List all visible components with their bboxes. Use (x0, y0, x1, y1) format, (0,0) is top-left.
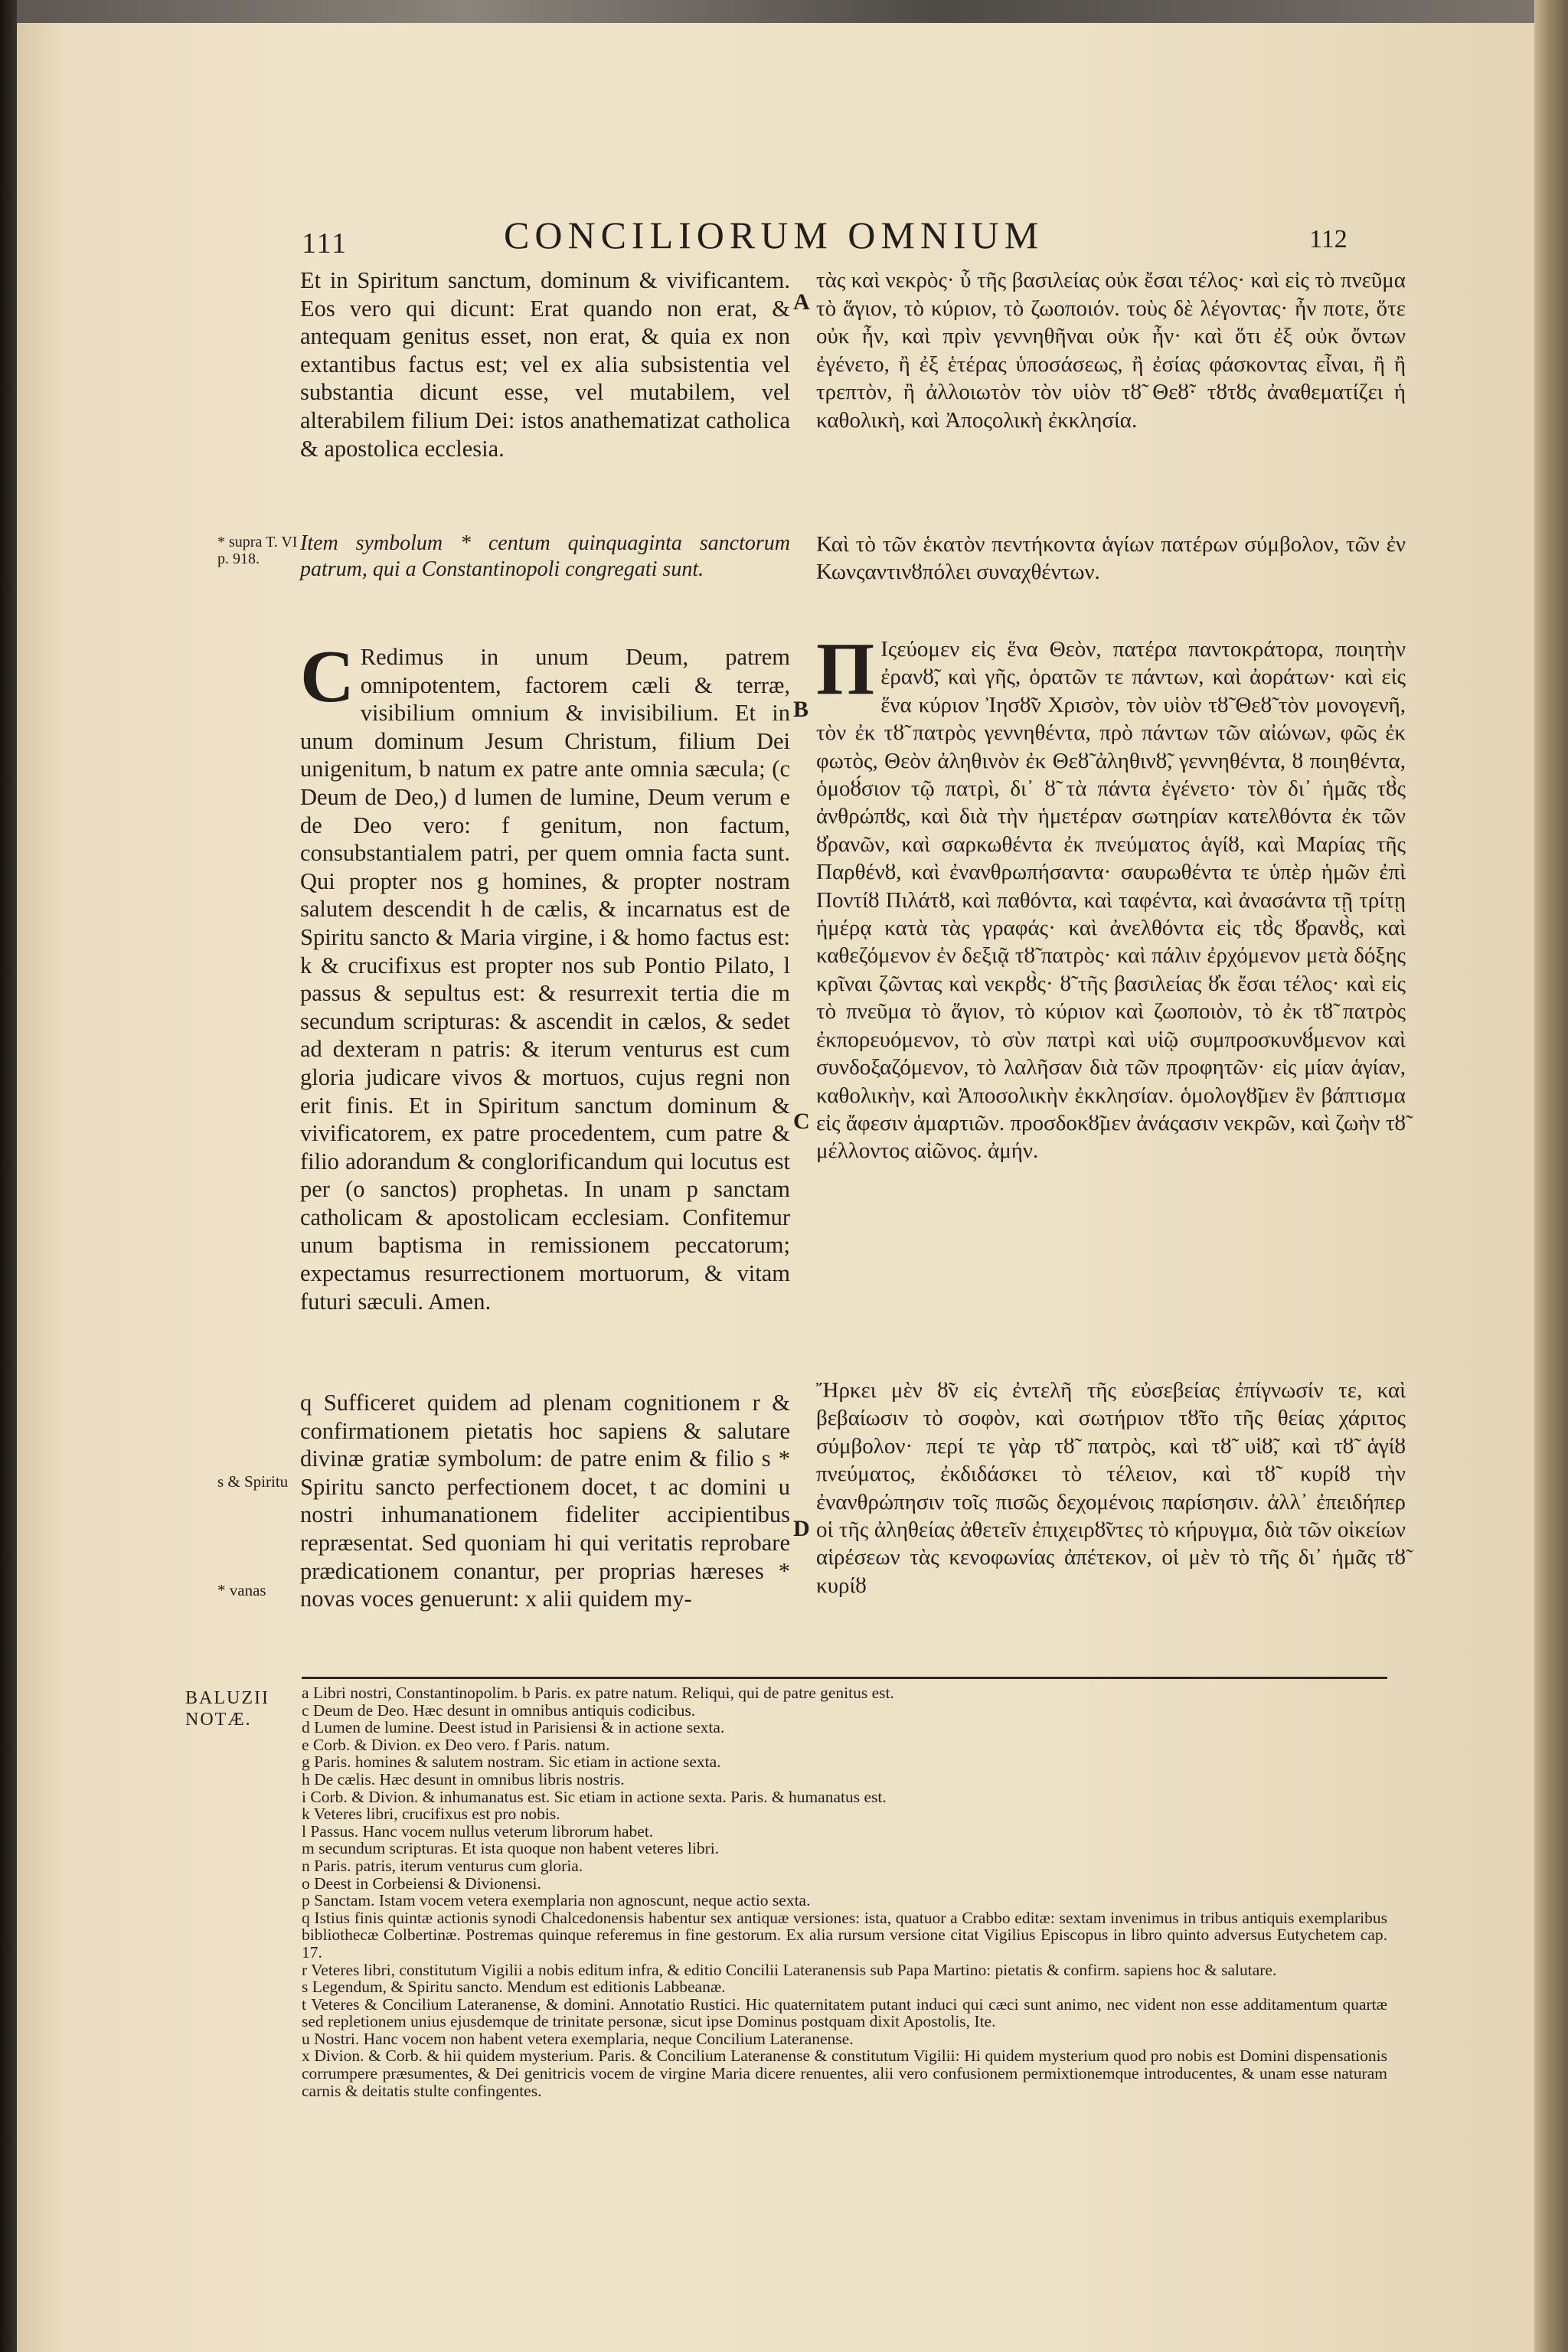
greek-drop-cap: Π (816, 628, 875, 710)
page-edges (1534, 0, 1568, 2352)
note-line: h De cælis. Hæc desunt in omnibus libris nostris. (302, 1769, 625, 1788)
note-line: p Sanctam. Istam vocem vetera exemplaria non agnoscunt, neque actio sexta. (302, 1891, 811, 1910)
note-line: g Paris. homines & salutem nostram. Sic etiam in actione sexta. (302, 1753, 721, 1772)
book-gutter-shadow (0, 0, 17, 2352)
notes-divider-rule (302, 1677, 1387, 1679)
note-line: x Divion. & Corb. & hii quidem mysterium. Paris. & Concilium Lateranense & constitutum Vigilii: Hi quidem mysterium quod pro nobis est Domini dispensationis corrumpere præsumentes, & Dei genitricis vocem de virgine Maria dicere renuentes, alii vero confusionem permixtionemque introducentes, & unam esse naturam carnis & deitatis stulte confingentes. (302, 2047, 1387, 2100)
latin-sufficeret-paragraph (300, 1389, 790, 1613)
section-letter-c: C (793, 1109, 810, 1134)
margin-reference: * supra T. VI p. 918. (217, 534, 298, 567)
note-line: l Passus. Hanc vocem nullus veterum librorum habet. (302, 1821, 654, 1841)
latin-symbol-heading-text: Item symbolum * centum quinquaginta sanctorum patrum, qui a Constantinopoli congregati sunt. (300, 531, 790, 581)
note-line: m secundum scripturas. Et ista quoque non habent veteres libri. (302, 1839, 720, 1858)
greek-decree-paragraph (816, 266, 1406, 435)
note-line: d Lumen de lumine. Deest istud in Parisiensi & in actione sexta. (302, 1718, 725, 1737)
page-title: CONCILIORUM OMNIUM (504, 214, 1044, 256)
note-line: i Corb. & Divion. & inhumanatus est. Sic etiam in actione sexta. Paris. & humanatus est. (302, 1787, 887, 1806)
book-page (17, 23, 1534, 2352)
greek-symbol-heading (816, 531, 1406, 586)
note-line: n Paris. patris, iterum venturus cum gloria. (302, 1856, 583, 1875)
greek-creed-text: Ιςεύομεν εἰς ἕνα Θεὸν, πατέρα παντοκράτορα, ποιητὴν ἐρανȣ̃, καὶ γῆς, ὁρατῶν τε πάντων, καὶ ἀοράτων· καὶ εἰς ἕνα κύριον Ἰησȣ̃ν Χρισὸν, τὸν υἱὸν τȣ̃ Θεȣ̃ τὸν μονογενῆ, τὸν ἐκ τȣ̃ πατρὸς γεννηθέντα, πρὸ πάντων τῶν αἰώνων, φῶς ἐκ φωτὸς, Θεὸν ἀληθινὸν ἐκ Θεȣ̃ ἀληθινȣ̃, γεννηθέντα, ȣ ποιηθέντα, ὁμοȣ́σιον τῷ πατρὶ, δι᾽ ȣ̃ τὰ πάντα ἐγένετο· τὸν δι᾽ ἡμᾶς τȣ̀ς ἀνθρώπȣς, καὶ διὰ τὴν ἡμετέραν σωτηρίαν κατελθόντα ἐκ τῶν ȣ̓ρανῶν, καὶ σαρκωθέντα ἐκ πνεύματος ἁγίȣ, καὶ Μαρίας τῆς Παρθένȣ, καὶ ἐνανθρωπήσαντα· σαυρωθέντα τε ὑπὲρ ἡμῶν ἐπὶ Ποντίȣ Πιλάτȣ, καὶ παθόντα, καὶ ταφέντα, καὶ ἀνασάντα τῇ τρίτῃ ἡμέρᾳ κατὰ τὰς γραφάς· καὶ ἀνελθόντα εἰς τȣ̀ς ȣ̓ρανȣ̀ς, καὶ καθεζόμενον ἐν δεξιᾷ τȣ̃ πατρὸς· καὶ πάλιν ἐρχόμενον μετὰ δόξης κρῖναι ζῶντας καὶ νεκρȣ̀ς· ȣ̃ τῆς βασιλείας ȣ̓κ ἔσαι τέλος· καὶ εἰς τὸ πνεῦμα τὸ ἅγιον, τὸ κύριον καὶ ζωοποιὸν, τὸ ἐκ τȣ̃ πατρὸς ἐκπορευόμενον, τὸ σὺν πατρὶ καὶ υἱῷ συμπροσκυνȣ́μενον καὶ συνδοξαζόμενον, τὸ λαλῆσαν διὰ τῶν προφητῶν· εἰς μίαν ἁγίαν, καθολικὴν, καὶ Ἀποσολικὴν ἐκκλησίαν. ὁμολογȣ̃μεν ἓν βάπτισμα εἰς ἄφεσιν ἁμαρτιῶν. προσδοκȣ̃μεν ἀνάςασιν νεκρῶν, καὶ ζωὴν τȣ̃ μέλλοντος αἰῶνος. ἀμήν. (816, 637, 1406, 1164)
latin-sufficeret-text: q Sufficeret quidem ad plenam cognitionem r & confirmationem pietatis hoc sapiens & salutare divinæ gratiæ symbolum: de patre enim & filio s * Spiritu sancto perfectionem docet, t ac domini u nostri inhumanationem fideliter accipientibus repræsentat. Sed quoniam hi qui veritatis reprobare prædicationem conantur, per proprias hæreses * novas voces genuerunt: x alii quidem my- (300, 1390, 790, 1612)
greek-decree-text: τὰς καὶ νεκρὸς· ὗ τῆς βασιλείας οὐκ ἔσαι τέλος· καὶ εἰς τὸ πνεῦμα τὸ ἅγιον, τὸ κύριον, τὸ ζωοποιόν. τοὺς δὲ λέγοντας· ἦν ποτε, ὅτε οὐκ ἦν, καὶ πρὶν γεννηθῆναι οὐκ ἦν· καὶ ὅτι ἐξ οὐκ ὄντων ἐγένετο, ἢ ἐξ ἑτέρας ὑποσάσεως, ἢ ἐσίας φάσκοντας εἶναι, ἢ ἢ τρεπτὸν, ἢ ἀλλοιωτὸν τὸν υἱὸν τȣ̃ Θεȣ̃· τȣτȣς ἀναθεματίζει ἡ καθολικὴ, καὶ Ἀποςολικὴ ἐκκλησία. (816, 268, 1406, 433)
notes-label: BALUZII NOTÆ. (185, 1688, 270, 1730)
margin-note-spiritu: s & Spiritu (217, 1472, 289, 1491)
right-page-number: 112 (1309, 225, 1348, 253)
note-line: q Istius finis quintæ actionis synodi Chalcedonensis habentur sex antiquæ versiones: ista, quatuor a Crabbo editæ: sextam invenimus in tribus antiquis exemplaribus bibliothecæ Colbertinæ. Postremas quinque referemus in fine gestorum. Ex alia rursum versione citat Vigilius Episcopus in libro quinto adversus Eutychetem cap. 17. (302, 1908, 1387, 1962)
latin-creed-paragraph (300, 635, 790, 1315)
latin-drop-cap: C (300, 635, 354, 718)
note-line: r Veteres libri, constitutum Vigilii a nobis editum infra, & editio Concilii Lateranensis sub Papa Martino: pietatis & confirm. sapiens hoc & salutare. (302, 1960, 1277, 1979)
latin-decree-text: Et in Spiritum sanctum, dominum & vivificantem. Eos vero qui dicunt: Erat quando non erat, & antequam genitus esset, non erat, & quia ex non extantibus factus est; vel ex alia subsistentia vel substantia dicunt esse, vel mutabilem, vel alterabilem filium Dei: istos anathematizat catholica & apostolica ecclesia. (300, 267, 790, 462)
latin-creed-text: Redimus in unum Deum, patrem omnipotentem, factorem cæli & terræ, visibilium omnium & invisibilium. Et in unum dominum Jesum Christum, filium Dei unigenitum, b natum ex patre ante omnia sæcula; (c Deum de Deo,) d lumen de lumine, Deum verum e de Deo vero: f genitum, non factum, consubstantialem patri, per quem omnia facta sunt. Qui propter nos g homines, & propter nostram salutem descendit h de cælis, & incarnatus est de Spiritu sancto & Maria virgine, i & homo factus est: k & crucifixus est propter nos sub Pontio Pilato, l passus & sepultus est: & resurrexit tertia die m secundum scripturas: & ascendit in cælos, & sedet ad dexteram n patris: & iterum venturus est cum gloria judicare vivos & mortuos, cujus regni non erit finis. Et in Spiritum sanctum dominum & vivificatorem, ex patre procedentem, cum patre & filio adorandum & conglorificandum qui locutus est per (o sanctos) prophetas. In unam p sanctam catholicam & apostolicam ecclesiam. Confitemur unum baptisma in remissionem peccatorum; expectamus resurrectionem mortuorum, & vitam futuri sæculi. Amen. (300, 644, 790, 1315)
latin-decree-paragraph (300, 266, 790, 462)
greek-sufficeret-paragraph (816, 1377, 1406, 1599)
left-page-number: 111 (302, 227, 348, 260)
section-letter-b: B (793, 697, 809, 722)
note-line: u Nostri. Hanc vocem non habent vetera exemplaria, neque Concilium Lateranense. (302, 2029, 854, 2048)
greek-symbol-heading-text: Καὶ τὸ τῶν ἑκατὸν πεντήκοντα ἁγίων πατέρων σύμβολον, τῶν ἐν Κωνςαντινȣπόλει συναχθέντων. (816, 532, 1406, 584)
running-head (17, 213, 1517, 274)
margin-note-vanas: * vanas (217, 1581, 266, 1599)
note-line: t Veteres & Concilium Lateranense, & domini. Annotatio Rustici. Hic quaternitatem putant induci qui cæci sunt animo, nec vident non esse additamentum quartæ sed repletionem unius ejusdemque de trinitate personæ, sicut ipse Dominus postquam dixit Apostolis, Ite. (302, 1994, 1387, 2031)
note-line: s Legendum, & Spiritu sancto. Mendum est editionis Labbeanæ. (302, 1978, 726, 1997)
note-line: e Corb. & Divion. ex Deo vero. f Paris. natum. (302, 1735, 610, 1754)
note-line: o Deest in Corbeiensi & Divionensi. (302, 1873, 541, 1893)
greek-creed-paragraph (816, 628, 1406, 1165)
baluzii-notes (302, 1684, 1387, 2099)
greek-sufficeret-text: Ἤρκει μὲν ȣ̃ν εἰς ἐντελῆ τῆς εὐσεβείας ἐπίγνωσίν τε, καὶ βεβαίωσιν τὸ σοφὸν, καὶ σωτήριον τȣ̃το τῆς θείας χάριτος σύμβολον· περί τε γὰρ τȣ̃ πατρὸς, καὶ τȣ̃ υἱȣ̃, καὶ τȣ̃ ἁγίȣ πνεύματος, ἐκδιδάσκει τὸ τέλειον, καὶ τȣ̃ κυρίȣ τὴν ἐνανθρώπησιν τοῖς πισῶς δεχομένοις παρίσησιν. ἀλλ᾽ ἐπειδήπερ οἱ τῆς ἀληθείας ἀθετεῖν ἐπιχειρȣ̃ντες τὸ κήρυγμα, διὰ τῶν οἰκείων αἱρέσεων τὰς κενοφωνίας ἀπέτεκον, οἱ μὲν τὸ τῆς δι᾽ ἡμᾶς τȣ̃ κυρίȣ (816, 1378, 1406, 1598)
note-line: a Libri nostri, Constantinopolim. b Paris. ex patre natum. Reliqui, qui de patre genitus est. (302, 1684, 894, 1702)
section-letter-a: A (793, 289, 810, 315)
latin-symbol-heading (300, 531, 790, 583)
note-line: c Deum de Deo. Hæc desunt in omnibus antiquis codicibus. (302, 1700, 696, 1720)
section-letter-d: D (793, 1516, 810, 1541)
note-line: k Veteres libri, crucifixus est pro nobis. (302, 1805, 560, 1824)
